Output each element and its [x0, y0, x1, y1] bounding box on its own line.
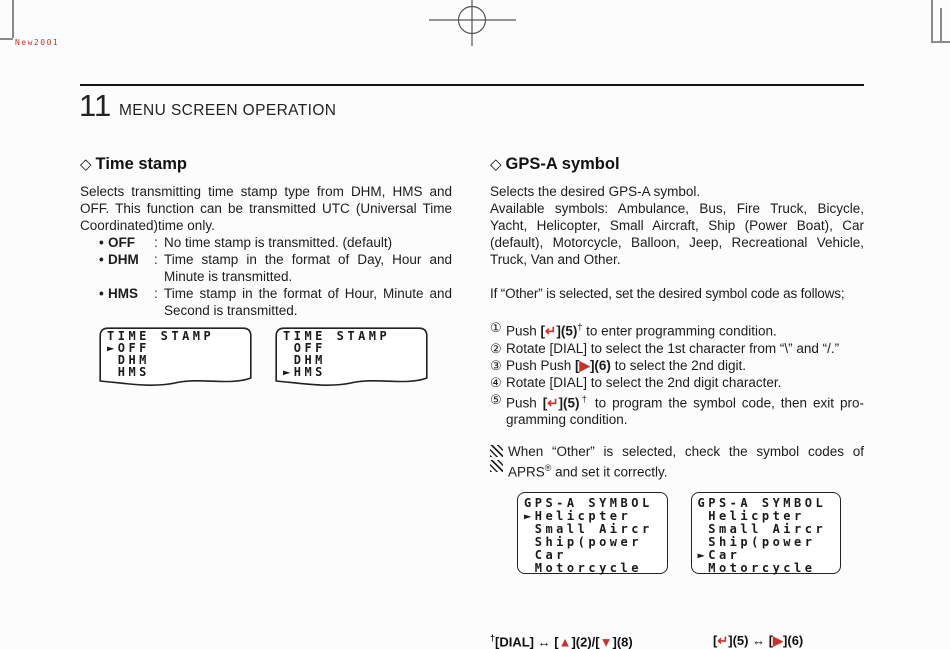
lcd-line: Car	[524, 547, 567, 562]
step-number: ③	[490, 357, 502, 373]
step-text	[506, 391, 864, 429]
diamond-icon: ◇	[80, 156, 92, 173]
bullet-desc-line: Time stamp in the format of Day, Hour and	[164, 252, 452, 267]
bullet-label: HMS	[108, 286, 138, 301]
bullet-row-dhm	[80, 251, 452, 285]
lcd-line: DHM	[107, 353, 150, 367]
bullet-row-hms	[80, 285, 452, 319]
chapter-number: 11	[79, 88, 112, 123]
lcd-line: TIME STAMP	[283, 329, 391, 343]
lcd-text	[524, 497, 653, 575]
lcd-line: GPS-A SYMBOL	[697, 495, 827, 510]
lcd-line: ►Car	[697, 547, 741, 562]
bullet-desc-line: No time stamp is transmitted. (default)	[164, 235, 393, 250]
lcd-line: GPS-A SYMBOL	[524, 495, 653, 510]
lcd-text	[283, 330, 390, 378]
spacer	[490, 268, 864, 285]
bullet-dot: •	[99, 252, 104, 267]
step-row-2	[490, 340, 864, 357]
bullet-description	[164, 285, 452, 319]
lcd-screen-gps-a-helicopter	[517, 492, 668, 574]
bullet-dot: •	[99, 286, 104, 301]
diamond-icon: ◇	[490, 156, 502, 173]
bullet-description	[164, 251, 452, 285]
bullet-colon: :	[154, 235, 158, 250]
lcd-line: Small Aircr	[524, 521, 653, 536]
body-line: Selects transmitting time stamp type from DHM, HMS and	[80, 184, 452, 199]
body-line: (default), Motorcycle, Balloon, Jeep, Recreational Vehicle,	[490, 235, 864, 250]
lcd-line: Helicpter	[697, 508, 805, 523]
lcd-line: Ship(power	[697, 534, 816, 549]
lcd-line: HMS	[107, 365, 150, 379]
gps-a-screens	[517, 492, 864, 574]
step-text	[506, 340, 864, 357]
body-line: Available symbols: Ambulance, Bus, Fire Truck, Bicycle,	[490, 201, 864, 216]
step-text-line: gramming condition.	[506, 412, 628, 427]
note-line: When “Other” is selected, check the symbol codes of	[508, 444, 864, 459]
section-heading-label: GPS-A symbol	[505, 155, 620, 173]
body-line: Selects the desired GPS-A symbol.	[490, 184, 701, 199]
step-text	[506, 319, 864, 340]
bullet-desc-line: Time stamp in the format of Hour, Minute and	[164, 286, 452, 301]
print-filename-mark: New2001	[15, 38, 60, 47]
crop-mark-top-left-horizontal	[0, 38, 13, 40]
bullet-colon: :	[154, 286, 158, 301]
section-heading-time-stamp	[80, 155, 452, 174]
bullet-colon: :	[154, 252, 158, 267]
lcd-line: DHM	[283, 353, 326, 367]
lcd-screen-time-stamp-hms	[275, 327, 428, 390]
lcd-line: Ship(power	[524, 534, 642, 549]
spacer	[490, 302, 864, 319]
lcd-screen-gps-a-car	[691, 492, 842, 574]
section-time-stamp	[80, 155, 452, 390]
chapter-rule	[80, 84, 864, 86]
step-number: ①	[490, 320, 502, 335]
section-gps-a-symbol	[490, 155, 864, 574]
bullet-label: OFF	[108, 235, 135, 250]
registration-mark-icon	[425, 0, 520, 48]
lcd-line: ►Helicpter	[524, 508, 632, 523]
note-text	[508, 443, 864, 481]
step-number: ④	[490, 374, 502, 390]
footnote-key-assignment-right: [↵](5) ↔ [▶](6)	[713, 633, 804, 648]
note-hatch-icon	[490, 443, 508, 481]
body-line: OFF. This function can be transmitted UTC (Universal Time	[80, 201, 452, 216]
step-text-line: Push [↵](5)† to enter programming condition.	[506, 322, 777, 339]
lcd-line: TIME STAMP	[107, 329, 215, 343]
crop-mark-top-right-vertical-2	[940, 8, 942, 42]
hatch-stripe-icon	[490, 460, 503, 472]
step-text-line: Push Push [▶](6) to select the 2nd digit.	[506, 357, 747, 373]
lcd-line: Motorcycle	[697, 560, 816, 575]
bullet-desc-line: Minute is transmitted.	[164, 269, 293, 284]
chapter-title: MENU SCREEN OPERATION	[119, 102, 337, 119]
bullet-desc-line: Second is transmitted.	[164, 303, 298, 318]
lcd-line: Motorcycle	[524, 560, 642, 575]
body-line: If “Other” is selected, set the desired symbol code as follows;	[490, 286, 845, 301]
lcd-line: ►OFF	[107, 341, 150, 355]
bullet-row-off	[80, 234, 452, 251]
note-line: APRS® and set it correctly.	[508, 463, 668, 480]
lcd-line: OFF	[283, 341, 326, 355]
bullet-label: DHM	[108, 252, 139, 267]
crop-mark-top-right-vertical-1	[931, 0, 933, 42]
note-other-symbol-codes	[490, 443, 864, 481]
lcd-text	[107, 330, 214, 378]
step-text	[506, 374, 864, 391]
body-line: Coordinated)time only.	[80, 218, 215, 233]
step-text-line: Rotate [DIAL] to select the 1st character from “\” and “/.”	[506, 340, 840, 356]
lcd-line: ►HMS	[283, 365, 326, 379]
lcd-screen-time-stamp-off	[99, 327, 252, 390]
step-text-line: Rotate [DIAL] to select the 2nd digit character.	[506, 374, 782, 390]
bullet-dot: •	[99, 235, 104, 250]
crop-mark-top-right-horizontal	[931, 41, 950, 43]
hatch-stripe-icon	[490, 445, 503, 457]
section-heading-label: Time stamp	[95, 155, 187, 173]
time-stamp-screens	[99, 327, 452, 390]
step-number: ⑤	[490, 391, 502, 407]
footnote-key-assignment-left: †[DIAL] ↔ [▲](2)/[▼](8)	[490, 633, 633, 649]
body-line: Truck, Van and Other.	[490, 252, 621, 267]
body-line: Yacht, Helicopter, Small Aircraft, Ship (Power Boat), Car	[490, 218, 864, 233]
lcd-line: Small Aircr	[697, 521, 827, 536]
step-text	[506, 357, 864, 374]
step-number: ②	[490, 340, 502, 356]
step-row-1	[490, 319, 864, 340]
step-row-3	[490, 357, 864, 374]
bullet-description	[164, 234, 452, 251]
step-text-line: Push [↵](5)† to program the symbol code, then exit pro-	[506, 393, 864, 410]
section-heading-gps-a	[490, 155, 864, 174]
lcd-text	[698, 497, 827, 575]
step-row-4	[490, 374, 864, 391]
crop-mark-top-left-vertical	[12, 0, 14, 38]
step-row-5	[490, 391, 864, 429]
